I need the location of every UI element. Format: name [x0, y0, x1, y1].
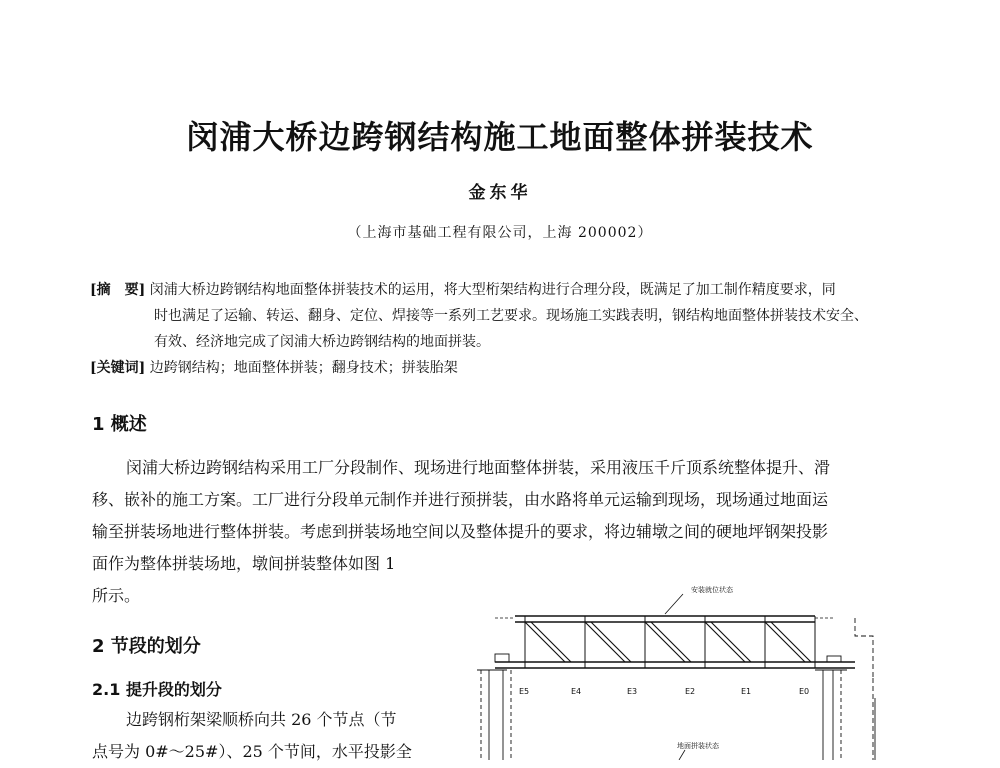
figure-bottom-label: 地面拼装状态 — [677, 742, 719, 750]
section-2-heading: 2 节段的划分 — [92, 636, 201, 657]
truss-top-chord — [495, 616, 835, 622]
pier-left — [477, 654, 511, 760]
node-label: E5 — [519, 687, 530, 696]
leader-line — [665, 594, 683, 614]
leader-line — [679, 750, 685, 760]
paragraph-line: 面作为整体拼装场地，墩间拼装整体如图 1 — [92, 554, 396, 573]
pier-right — [815, 618, 875, 760]
abstract-line-3: 有效、经济地完成了闵浦大桥边跨钢结构的地面拼装。 — [154, 334, 490, 350]
abstract-line-1 — [90, 277, 915, 303]
abstract — [90, 277, 915, 355]
node-label: E1 — [741, 687, 752, 696]
abstract-line-2: 时也满足了运输、转运、翻身、定位、焊接等一系列工艺要求。现场施工实践表明，钢结构地面整体拼装技术安全、 — [154, 308, 868, 324]
node-label: E4 — [571, 687, 582, 696]
node-label: E0 — [799, 687, 810, 696]
section-2-1-paragraph — [92, 704, 437, 768]
author-affiliation: （上海市基础工程有限公司，上海 200002） — [347, 225, 653, 241]
node-labels — [519, 687, 809, 696]
section-2-1-heading: 2.1 提升段的划分 — [92, 680, 222, 699]
abstract-text-1: 闵浦大桥边跨钢结构地面整体拼装技术的运用，将大型桁架结构进行合理分段，既满足了加工制作精度要求，同 — [149, 282, 836, 298]
paragraph-line: 所示。 — [92, 586, 141, 605]
paragraph-line: 边跨钢桁架梁顺桥向共 26 个节点（节 — [126, 710, 397, 729]
paragraph-line: 点号为 0#～25#）、25 个节间，水平投影全 — [92, 742, 412, 761]
paragraph-line: 移、嵌补的施工方案。工厂进行分段单元制作并进行预拼装，由水路将单元运输到现场，现场通过地面运 — [92, 490, 829, 509]
figure-top-label: 安装就位状态 — [691, 586, 733, 594]
figure-1-truss-diagram — [455, 578, 900, 760]
section-1-heading: 1 概述 — [92, 414, 147, 435]
truss-diagonals — [525, 622, 811, 662]
node-label: E3 — [627, 687, 638, 696]
paper-title: 闵浦大桥边跨钢结构施工地面整体拼装技术 — [186, 118, 814, 156]
truss-bottom-chord — [495, 662, 855, 668]
node-label: E2 — [685, 687, 696, 696]
author-name: 金东华 — [468, 183, 532, 203]
paragraph-line: 闵浦大桥边跨钢结构采用工厂分段制作、现场进行地面整体拼装，采用液压千斤顶系统整体提升、滑 — [126, 458, 831, 477]
abstract-label: [摘 要] — [90, 282, 146, 298]
keywords — [90, 357, 458, 377]
paragraph-line: 输至拼装场地进行整体拼装。考虑到拼装场地空间以及整体提升的要求，将边辅墩之间的硬地坪钢架投影 — [92, 522, 829, 541]
keywords-text: 边跨钢结构；地面整体拼装；翻身技术；拼装胎架 — [149, 360, 458, 376]
keywords-label: [关键词] — [90, 360, 146, 376]
